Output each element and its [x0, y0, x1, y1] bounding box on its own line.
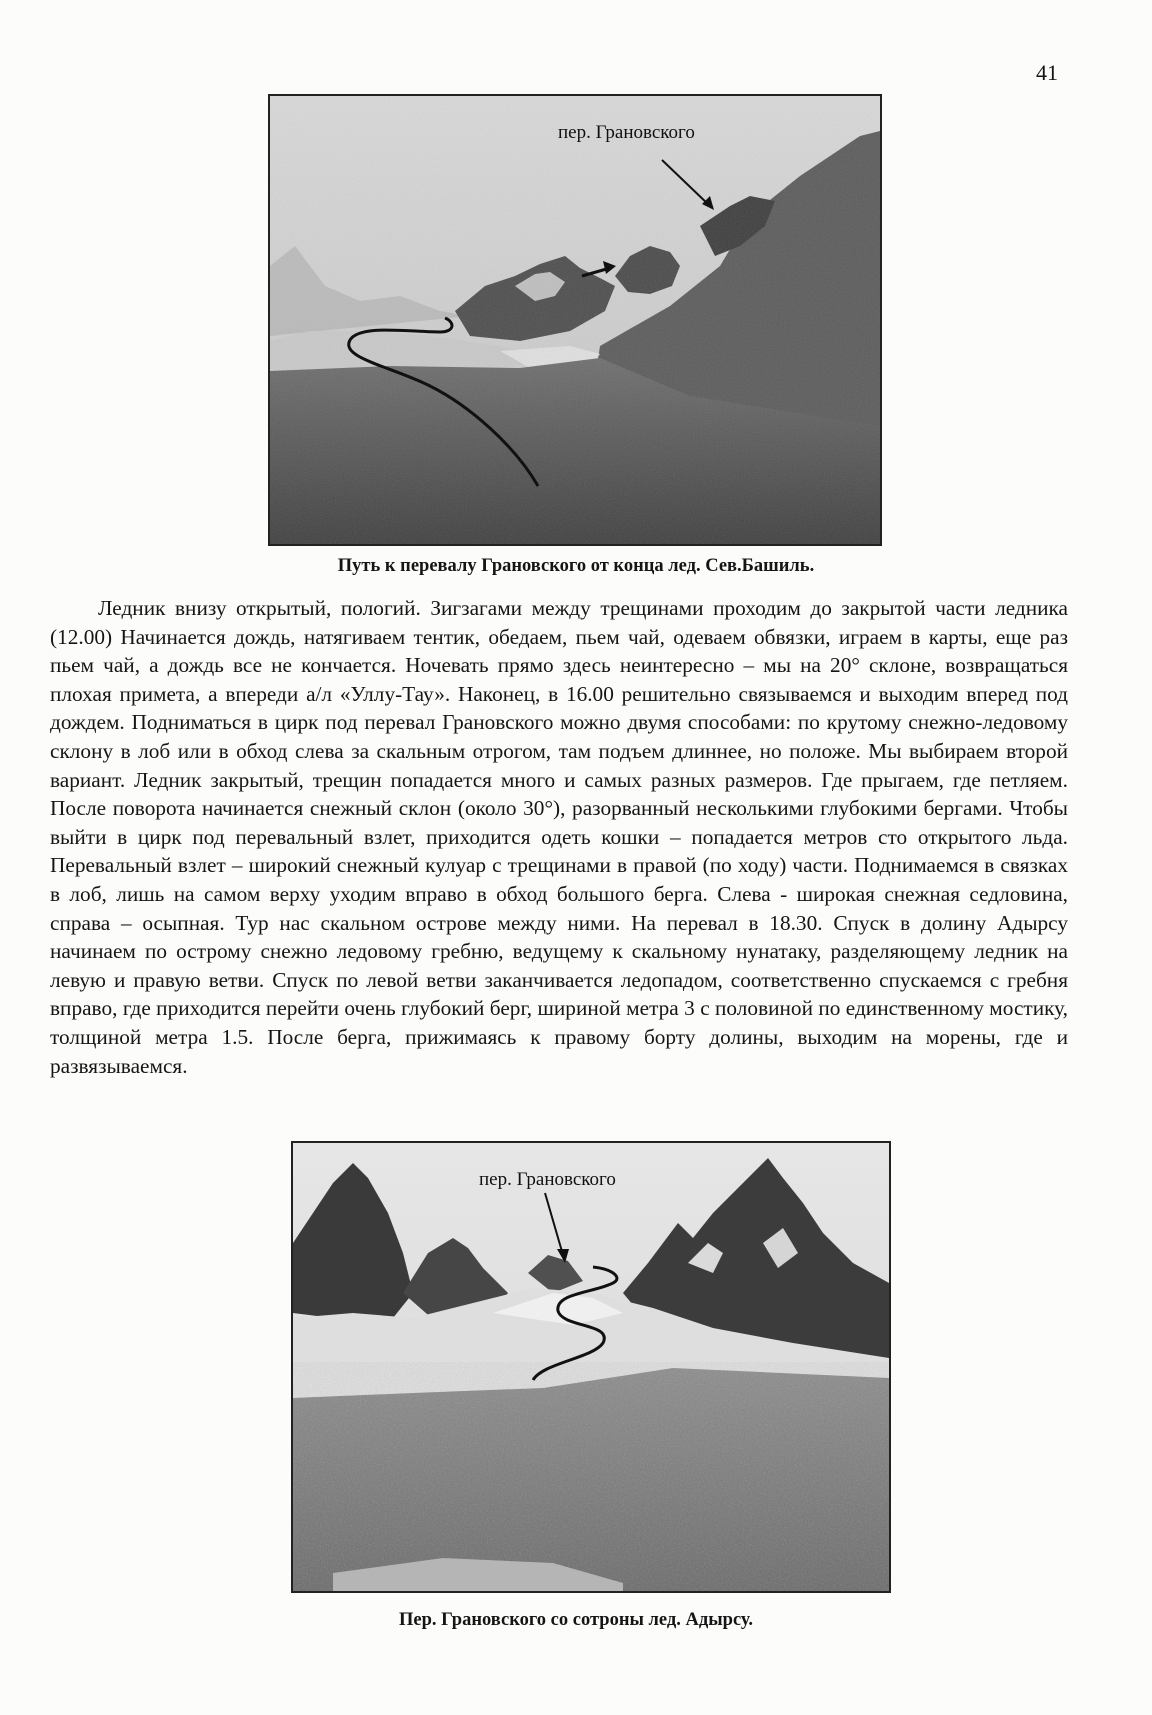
photo-glacier-pass	[291, 1141, 891, 1593]
photo-valley-route	[268, 94, 882, 546]
figure-caption: Путь к перевалу Грановского от конца лед. Сев.Башиль.	[337, 556, 815, 576]
body-paragraph: Ледник внизу открытый, пологий. Зигзагами между трещинами проходим до закрытой части ледника (12.00) Начинается дождь, натягиваем тентик, обедаем, пьем чай, одеваем обвязки, играем в карты, еще раз пьем чай, а дождь все не кончается. Ночевать прямо здесь неинтересно – мы на 20° склоне, возвращаться плохая примета, а впереди а/л «Уллу-Тау». Наконец, в 16.00 решительно связываемся и выходим вперед под дождем. Подниматься в цирк под перевал Грановского можно двумя способами: по крутому снежно-ледовому склону в лоб или в обход слева за скальным отрогом, там подъем длиннее, но положе. Мы выбираем второй вариант. Ледник закрытый, трещин попадается много и самых разных размеров. Где прыгаем, где петляем. После поворота начинается снежный склон (около 30°), разорванный несколькими глубокими бергами. Чтобы выйти в цирк под перевальный взлет, приходится одеть кошки – попадается метров сто открытого льда. Перевальный взлет – широкий снежный кулуар с трещинами в правой (по ходу) части. Поднимаемся в связках в лоб, лишь на самом верху уходим вправо в обход большого берга. Слева - широкая снежная седловина, справа – осыпная. Тур нас скальном острове между ними. На перевал в 18.30. Спуск в долину Адырсу начинаем по острому снежно ледовому гребню, ведущему к скальному нунатаку, разделяющему ледник на левую и правую ветви. Спуск по левой ветви заканчивается ледопадом, соответственно спускаемся с гребня вправо, где приходится перейти очень глубокий берг, шириной метра 3 с половиной по единственному мостику, толщиной метра 1.5. После берга, прижимаясь к правому борту долины, выходим на морены, где и развязываемся.	[50, 596, 1068, 1078]
page-number: 41	[1036, 60, 1058, 85]
pass-label: пер. Грановского	[479, 1169, 616, 1190]
pass-label: пер. Грановского	[558, 122, 695, 143]
figure-caption: Пер. Грановского со сотроны лед. Адырсу.	[399, 1610, 753, 1630]
photo-valley-scene	[270, 96, 880, 544]
photo-glacier-scene	[293, 1143, 889, 1591]
